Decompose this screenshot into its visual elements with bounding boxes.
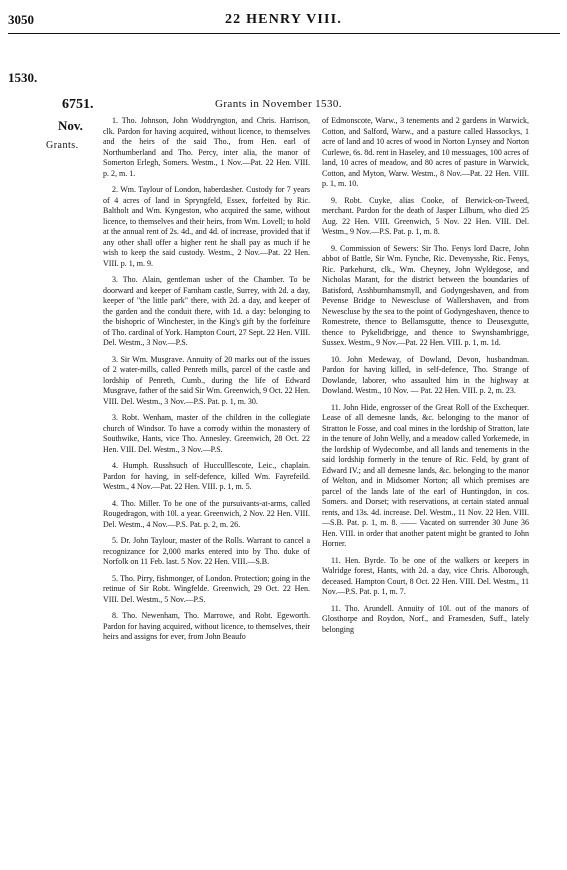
grant-entry: 2. Wm. Taylour of London, haberdasher. Custody for 7 years of 4 acres of land in Spryngfeld, Essex, forfeited by Ric. Baltholt and Wm. Kyngeston, who acquired the same, without licence, to themselves and their heirs, from Wm. Lovell; to hold at the annual rent of 2s. 4d., and 4d. of increase, provided that if any other shall offer a higher rent he shall pay as much if he wish to keep the said custody. Westm., 2 Nov.—Pat. 22 Hen. VIII. p. 1, m. 9. [103, 185, 310, 268]
left-column [103, 116, 310, 864]
grant-entry: 10. John Medeway, of Dowland, Devon, husbandman. Pardon for having killed, in self-defence, Tho. Strange of Dowlande, laborer, who assaulted him in the highway at Dowland. Westm., 10 Nov. — Pat. 22 Hen. VIII. p. 2, m. 23. [322, 354, 529, 395]
page-number: 3050 [8, 12, 34, 27]
section-heading: Grants in November 1530. [215, 98, 342, 110]
margin-month: Nov. [58, 118, 83, 133]
grant-entry: 11. Hen. Byrde. To be one of the walkers or keepers in Walridge forest, Hants, with 2d. a day, vice Chris. Alborough, deceased. Hampton Court, 8 Oct. 22 Hen. VIII. Del. Westm., 11 Nov.—P.S. Pat. p. 1, m. 7. [322, 555, 529, 596]
grant-entry: 9. Robt. Cuyke, alias Cooke, of Berwick-on-Tweed, merchant. Pardon for the death of Jasper Lilburn, who died 25 Aug. 22 Hen. VIII. Greenwich, 5 Nov. 22 Hen. VIII. Del. Westm., 9 Nov.—P.S. Pat. p. 1, m. 8. [322, 195, 529, 236]
running-title: 22 HENRY VIII. [224, 12, 343, 27]
entry-number: 6751. [62, 97, 94, 112]
grant-entry: 5. Dr. John Taylour, master of the Rolls. Warrant to cancel a recognizance for 2,000 marks entered into by Tho. duke of Norfolk on 11 Feb. last. 5 Nov. 22 Hen. VIII.—S.B. [103, 536, 310, 566]
grant-entry: 11. Tho. Arundell. Annuity of 10l. out of the manors of Glosthorpe and Roydon, Norf., and Framesden, Suff., lately belonging [322, 603, 529, 634]
grant-entry: 9. Commission of Sewers: Sir Tho. Fenys lord Dacre, John abbot of Battle, Sir Wm. Fynche, Ric. Devenysshe, Ric. Fenys, Ric. Parkehurst, clk., Wm. Cheyney, John Wyldegose, and Nicholas Marant, for the district between the boundaries of Batisford, Asshburnhamsmyll, and Godyngeshaven, and from Pevense Bridge to Newescluse of Wallershaven, and from Newescluse by the sea to the point of Godyngeshaven, thence to Romestrete, thence to Bellamsgutte, thence to Deusexgutte, thence to Pykelidbrigge, and thence to Swynshambrigge, Sussex. Westm., 9 Nov.—Pat. 22 Hen. VIII. p. 1, m. 1d. [322, 243, 529, 347]
grant-entry: 11. John Hide, engrosser of the Great Roll of the Exchequer. Lease of all demesne lands, &c. belonging to the manor of Stratton le Fosse, and coal mines in the lordship of Stratton, late in the tenure of John Welly, and a meadow called Yorkemede, in the lordship of Wydecombe, and all lands and tenements in the said lordship formerly in the tenure of Ric. Feld, by grant of Edward IV.; and all demesne lands, &c. belonging to the manor of Welton, and in Midsomer Norton; all which premises are parcel of the lands late of the earl of Huntingdon, in cos. Somers. and Dorset; with reservations, at certain stated annual rents, and 13s. 4d. increase. Del. Westm., 11 Nov. 22 Hen. VIII.—S.B. Pat. p. 1, m. 8. —— Vacated on surrender 30 June 36 Hen. VIII. in order that another patent might be granted to John Horner. [322, 402, 529, 548]
grant-entry-continued: of Edmonscote, Warw., 3 tenements and 2 gardens in Warwick, Cotton, and Salford, Warw., and a pasture called Hassockys, 1 acre of land and 10 acres of wood in Norton Lynsey and Norton Curlewe, 6s. 8d. rent in Haseley, and 10 messuages, 100 acres of land, 10 acres of meadow, and 80 acres of pasture in Warwick, Cotton, and Myton, Warw. Westm., 8 Nov.—Pat. 22 Hen. VIII. p. 1, m. 10. [322, 116, 529, 188]
grant-entry: 8. Tho. Newenham, Tho. Marrowe, and Robt. Egeworth. Pardon for having acquired, without licence, to themselves, their heirs and assigns for ever, from John Beaufo [103, 611, 310, 641]
margin-year: 1530. [8, 70, 38, 85]
grant-entry: 5. Tho. Pirry, fishmonger, of London. Protection; going in the retinue of Sir Robt. Wingfelde. Greenwich, 29 Oct. 22 Hen. VIII. Del. Westm., 5 Nov.—P.S. [103, 573, 310, 604]
grant-entry: 3. Robt. Wenham, master of the children in the collegiate church of Windsor. To have a corrody within the monastery of Southwike, Hants, vice Tho. Annesley. Greenwich, 28 Oct. 22 Hen. VIII. Del. Westm., 3 Nov.—P.S. [103, 413, 310, 454]
grant-entry: 4. Humph. Russhsuch of Hucculllescote, Leic., chaplain. Pardon for having, in self-defence, killed Wm. Fayrefeild. Westm., 4 Nov.—Pat. 22 Hen. VIII. p. 1, m. 5. [103, 461, 310, 491]
margin-category: Grants. [46, 140, 79, 151]
grant-entry: 1. Tho. Johnson, John Woddryngton, and Chris. Harrison, clk. Pardon for having acquired, without licence, to themselves and the heirs of the said Tho., from Hen. earl of Northumberland and Tho. Percy, inter alia, the manor of Somerton Erlegh, Somers. Westm., 1 Nov.—Pat. 22 Hen. VIII. p. 2, m. 1. [103, 116, 310, 178]
grant-entry: 4. Tho. Miller. To be one of the pursuivants-at-arms, called Rougedragon, with 10l. a year. Greenwich, 2 Nov. 22 Hen. VIII. Del. Westm., 4 Nov.—P.S. Pat. p. 2, m. 26. [103, 498, 310, 529]
grant-entry: 3. Tho. Alain, gentleman usher of the Chamber. To be doorward and keeper of Farnham castle, Surrey, with 2d. a day, keeper of "the little park" there, with 2d. a day, and keeper of the garden and the conduit there, with 1d. a day: belonging to the bishopric of Winchester, in the King's gift by the forfeiture of Tho. cardinal of York. Hampton Court, 27 Sept. 22 Hen. VIII. Del. Westm., 3 Nov.—P.S. [103, 275, 310, 347]
header-rule [8, 33, 560, 34]
grant-entry: 3. Sir Wm. Musgrave. Annuity of 20 marks out of the issues of 2 water-mills, called Penreth mills, parcel of the castle and lordship of Penreth, Cumb., during the life of Edward Musgrave, father of the said Sir Wm. Greenwich, 9 Oct. 22 Hen. VIII. Del. Westm., 3 Nov.—P.S. Pat. p. 1, m. 30. [103, 354, 310, 406]
right-column [322, 116, 529, 864]
